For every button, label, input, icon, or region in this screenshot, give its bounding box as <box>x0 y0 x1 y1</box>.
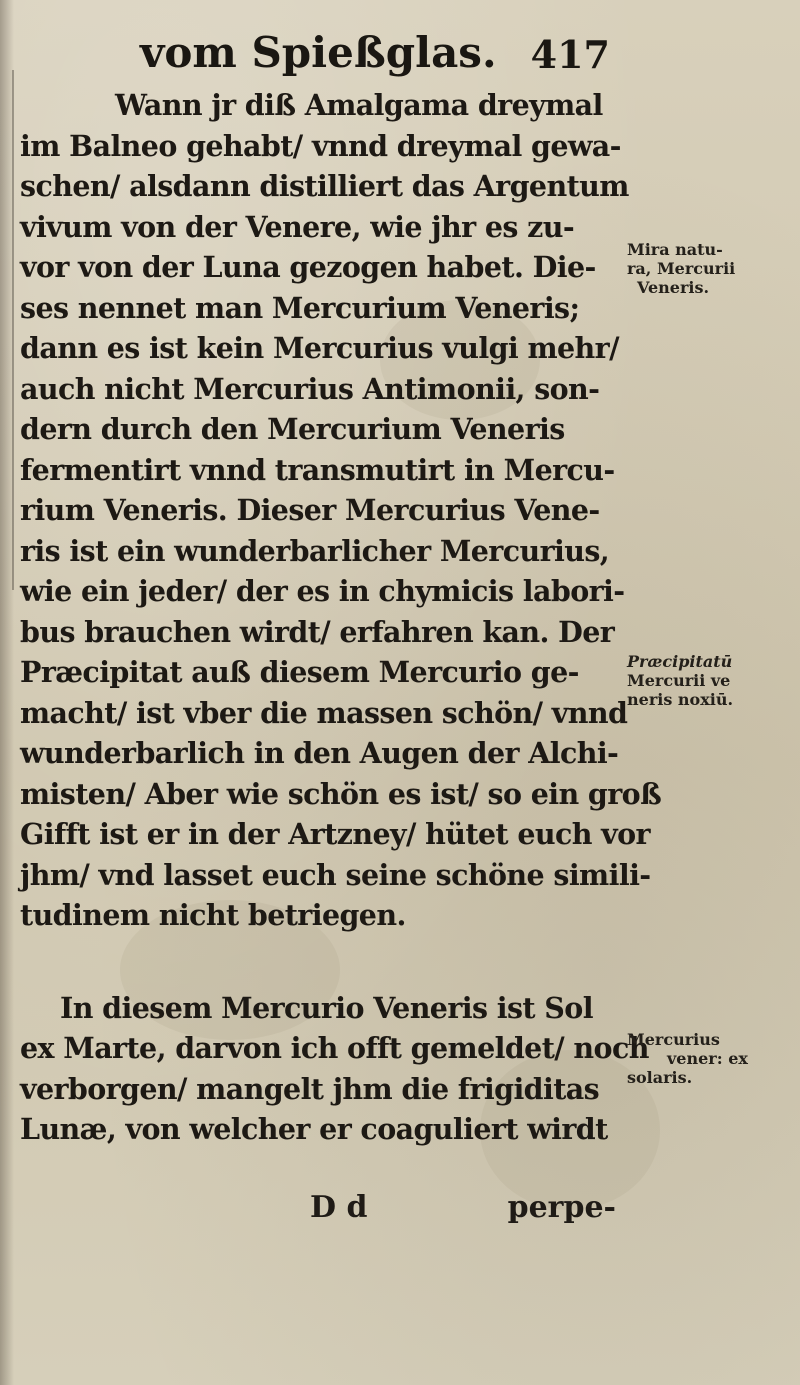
text-line: bus brauchen wirdt/ erfahren kan. Der <box>20 614 615 649</box>
text-line: wunderbarlich in den Augen der Alchi- <box>20 736 619 770</box>
margin-note-line: Mercurii ve <box>627 671 731 690</box>
page-number: 417 <box>530 32 610 77</box>
margin-note-line: solaris. <box>627 1068 693 1087</box>
page-footer <box>20 1190 620 1234</box>
text-line: dern durch den Mercurium Veneris <box>20 412 565 446</box>
text-line: auch nicht Mercurius Antimonii, son- <box>20 371 600 406</box>
text-line: ex Marte, darvon ich offt gemeldet/ noch <box>20 1031 649 1065</box>
margin-note-line: Præcipitatū <box>627 652 733 671</box>
text-line: rium Veneris. Dieser Mercurius Vene- <box>20 493 600 527</box>
catchword: perpe- <box>507 1190 616 1225</box>
marginalia <box>627 0 800 1385</box>
text-line: vivum von der Venere, wie jhr es zu- <box>20 209 575 244</box>
text-line: Præcipitat auß diesem Mercurio ge- <box>20 655 579 689</box>
text-line: wie ein jeder/ der es in chymicis labori- <box>20 574 625 608</box>
margin-note-line: ra, Mercurii <box>627 259 736 278</box>
margin-note-mira-natura <box>627 240 797 297</box>
text-line: ses nennet man Mercurium Veneris; <box>20 290 580 325</box>
text-line: Wann jr diß Amalgama dreymal <box>115 88 603 122</box>
margin-note-line: vener: ex <box>667 1049 748 1068</box>
text-line: ris ist ein wunderbarlicher Mercurius, <box>20 533 610 568</box>
margin-note-line: Mira natu- <box>627 240 723 259</box>
text-line: Gifft ist er in der Artzney/ hütet euch vor <box>20 817 650 851</box>
signature-mark: D d <box>310 1190 368 1225</box>
text-line: macht/ ist vber die massen schön/ vnnd <box>20 695 628 730</box>
text-line: tudinem nicht betriegen. <box>20 898 406 932</box>
page-header <box>140 28 610 88</box>
text-line: jhm/ vnd lasset euch seine schöne simili- <box>20 857 651 892</box>
running-head: vom Spießglas. <box>140 28 497 77</box>
margin-note-mercurius-solaris <box>627 1030 797 1087</box>
text-line: im Balneo gehabt/ vnnd dreymal gewa- <box>20 128 621 163</box>
text-line: vor von der Luna gezogen habet. Die- <box>20 250 596 284</box>
text-line: fermentirt vnnd transmutirt in Mercu- <box>20 452 615 487</box>
text-line: dann es ist kein Mercurius vulgi mehr/ <box>20 331 619 365</box>
text-line: misten/ Aber wie schön es ist/ so ein groß <box>20 776 662 811</box>
paragraph-gap <box>20 936 620 988</box>
margin-note-line: Veneris. <box>637 278 710 297</box>
margin-note-praecipitatum <box>627 652 797 709</box>
text-line: In diesem Mercurio Veneris ist Sol <box>60 990 593 1025</box>
text-line: verborgen/ mangelt jhm die frigiditas <box>20 1071 600 1106</box>
margin-note-line: Mercurius <box>627 1030 720 1049</box>
text-line: schen/ alsdann distilliert das Argentum <box>20 169 629 203</box>
margin-rule <box>12 70 14 590</box>
margin-note-line: neris noxiū. <box>627 690 734 709</box>
text-line: Lunæ, von welcher er coaguliert wirdt <box>20 1112 608 1146</box>
